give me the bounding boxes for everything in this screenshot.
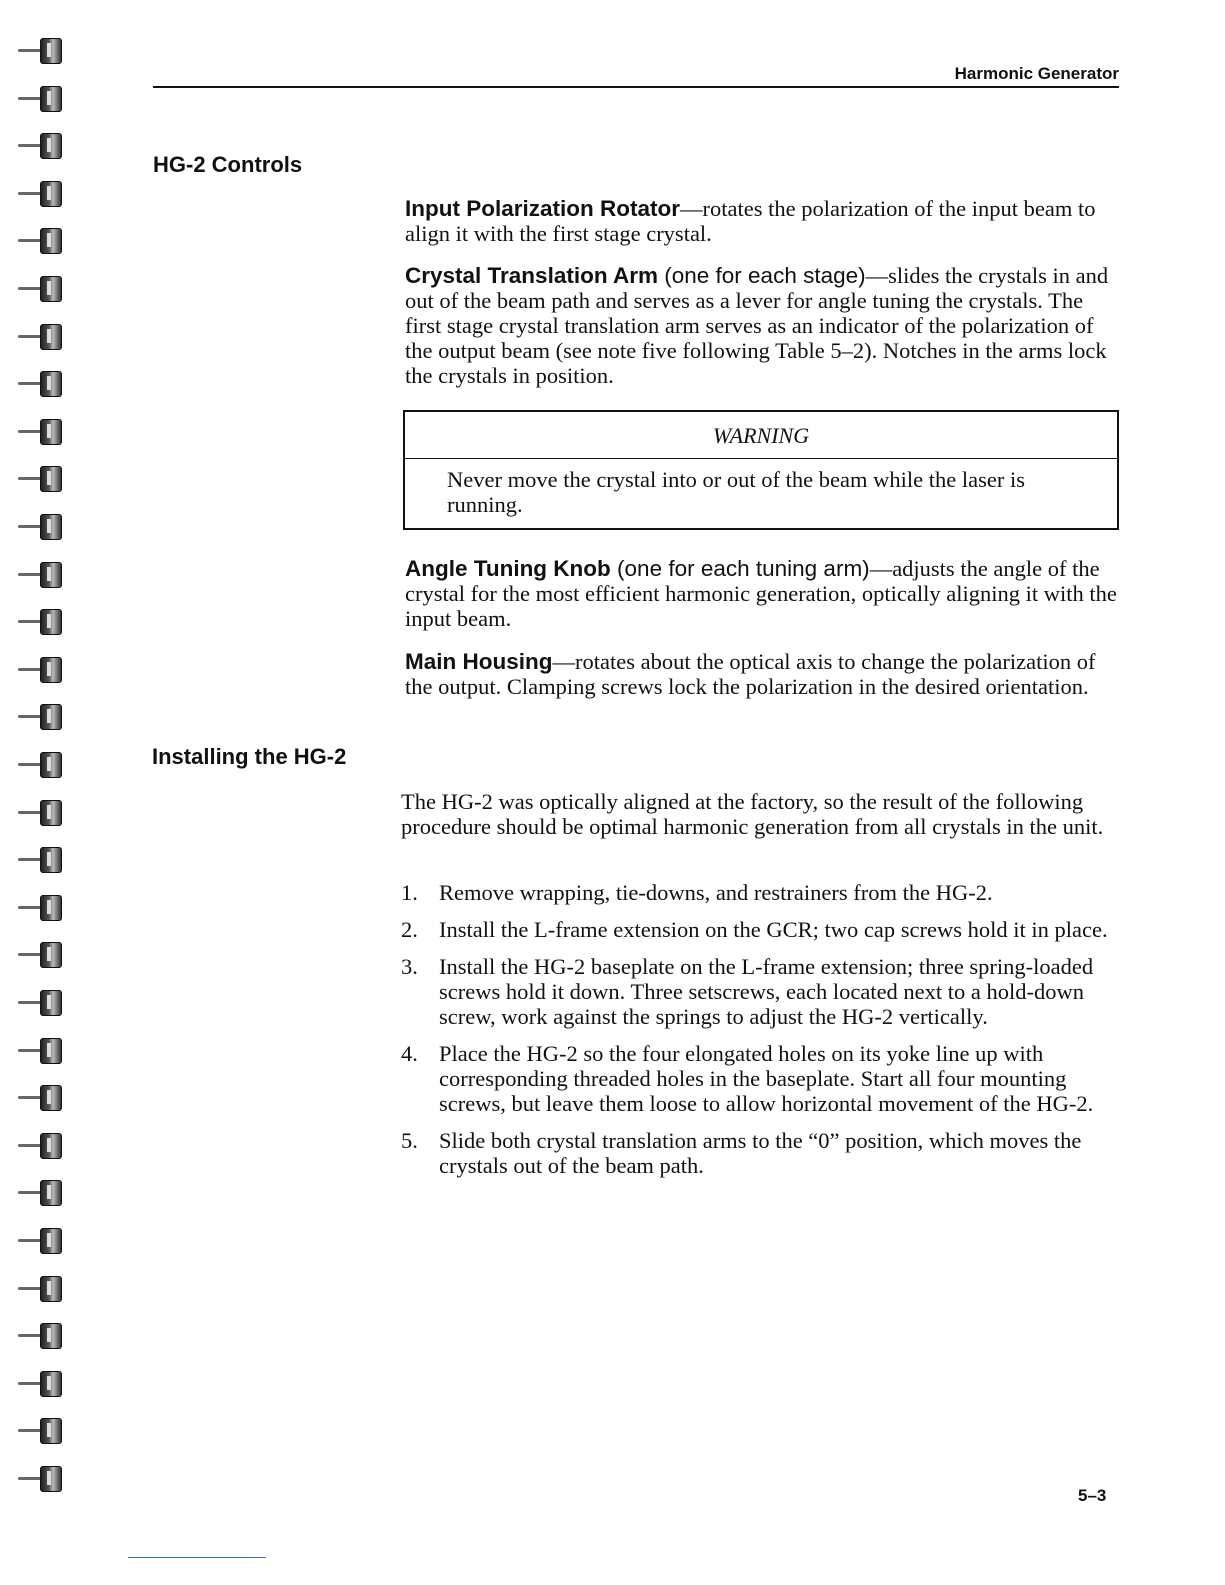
binding-ring	[18, 562, 62, 588]
binding-ring	[18, 1323, 62, 1349]
control-term: Main Housing	[405, 649, 553, 674]
installing-steps	[401, 880, 1121, 1178]
control-text: —slides the crystals in and out of the beam path and serves as a lever for angle tuning the crystals. The first stage crystal translation arm serves as an indicator of the polarization of the output beam (see note five following Table 5–2). Notches in the arms lock the crystals in position.	[405, 263, 1109, 388]
step-number: 3.	[401, 954, 418, 979]
intro-paragraph: The HG-2 was optically aligned at the factory, so the result of the following procedure should be optimal harmonic generation from all crystals in the unit.	[401, 789, 1104, 839]
step-text: Install the L-frame extension on the GCR; two cap screws hold it in place.	[439, 917, 1108, 942]
section-title-installing: Installing the HG-2	[152, 744, 347, 769]
ring-hole	[40, 419, 62, 445]
ring-hole	[40, 1276, 62, 1302]
ring-hole	[40, 942, 62, 968]
step-number: 1.	[401, 880, 418, 905]
ring-hole	[40, 133, 62, 159]
step-number: 4.	[401, 1041, 418, 1066]
binding-ring	[18, 86, 62, 112]
ring-hole	[40, 752, 62, 778]
ring-hole	[40, 609, 62, 635]
binding-ring	[18, 1228, 62, 1254]
ring-hole	[40, 324, 62, 350]
binding-ring	[18, 419, 62, 445]
binding-ring	[18, 752, 62, 778]
binding-ring	[18, 181, 62, 207]
ring-hole	[40, 800, 62, 826]
binding-ring	[18, 1466, 62, 1492]
ring-hole	[40, 1180, 62, 1206]
bottom-link-underline	[128, 1557, 266, 1558]
control-qualifier: (one for each tuning arm)	[610, 556, 870, 581]
step-item	[401, 917, 1121, 942]
control-qualifier: (one for each stage)	[658, 263, 866, 288]
ring-hole	[40, 86, 62, 112]
ring-hole	[40, 1133, 62, 1159]
binding-ring	[18, 990, 62, 1016]
binding-ring	[18, 1038, 62, 1064]
binding-ring	[18, 324, 62, 350]
control-text: —adjusts the angle of the crystal for the most efficient harmonic generation, optically aligning it with the input beam.	[405, 556, 1117, 631]
binding-ring	[18, 1180, 62, 1206]
control-text: —rotates the polarization of the input beam to align it with the first stage crystal.	[405, 196, 1096, 246]
ring-hole	[40, 371, 62, 397]
ring-hole	[40, 990, 62, 1016]
binding-ring	[18, 942, 62, 968]
ring-hole	[40, 704, 62, 730]
ring-hole	[40, 847, 62, 873]
step-number: 2.	[401, 917, 418, 942]
binding-ring	[18, 847, 62, 873]
ring-hole	[40, 1085, 62, 1111]
ring-hole	[40, 38, 62, 64]
running-head: Harmonic Generator	[954, 64, 1119, 83]
binding-ring	[18, 657, 62, 683]
ring-hole	[40, 1323, 62, 1349]
binding-ring	[18, 133, 62, 159]
ring-hole	[40, 1371, 62, 1397]
binding-ring	[18, 1276, 62, 1302]
control-item-main-housing	[405, 649, 1120, 699]
page-number: 5–3	[1078, 1486, 1107, 1505]
binding-ring	[18, 1085, 62, 1111]
binding-ring	[18, 1133, 62, 1159]
binding-ring	[18, 466, 62, 492]
binding-ring	[18, 276, 62, 302]
binding-ring	[18, 1418, 62, 1444]
step-text: Remove wrapping, tie-downs, and restrainers from the HG-2.	[439, 880, 993, 905]
warning-title: WARNING	[405, 412, 1117, 459]
control-term: Crystal Translation Arm	[405, 263, 658, 288]
header-rule	[153, 86, 1119, 88]
step-text: Slide both crystal translation arms to the “0” position, which moves the crystals out of the beam path.	[439, 1128, 1082, 1178]
ring-hole	[40, 1228, 62, 1254]
control-item-polarization-rotator	[405, 196, 1120, 246]
step-item	[401, 954, 1121, 1029]
ring-hole	[40, 466, 62, 492]
ring-hole	[40, 276, 62, 302]
binding-ring	[18, 371, 62, 397]
installing-intro	[401, 789, 1121, 839]
binding-ring	[18, 895, 62, 921]
ring-hole	[40, 657, 62, 683]
ring-hole	[40, 562, 62, 588]
binding-spine	[0, 0, 70, 1585]
step-item	[401, 880, 1121, 905]
step-item	[401, 1041, 1121, 1116]
step-number: 5.	[401, 1128, 418, 1153]
control-item-translation-arm	[405, 263, 1120, 388]
binding-ring	[18, 609, 62, 635]
ring-hole	[40, 181, 62, 207]
ring-hole	[40, 228, 62, 254]
binding-ring	[18, 800, 62, 826]
ring-hole	[40, 1418, 62, 1444]
control-term: Angle Tuning Knob	[405, 556, 611, 581]
binding-ring	[18, 514, 62, 540]
step-text: Place the HG-2 so the four elongated holes on its yoke line up with corresponding threaded holes in the baseplate. Start all four mounting screws, but leave them loose to allow horizontal movement of the HG-2.	[439, 1041, 1094, 1116]
control-text: —rotates about the optical axis to change the polarization of the output. Clamping screws lock the polarization in the desired orientation.	[405, 649, 1096, 699]
ring-hole	[40, 1466, 62, 1492]
binding-ring	[18, 228, 62, 254]
ring-hole	[40, 895, 62, 921]
ring-hole	[40, 514, 62, 540]
step-text: Install the HG-2 baseplate on the L-frame extension; three spring-loaded screws hold it down. Three setscrews, each located next to a hold-down screw, work against the springs to adjust the HG-2 vertically.	[439, 954, 1094, 1029]
control-item-angle-tuning-knob	[405, 556, 1120, 631]
section-title-controls: HG-2 Controls	[153, 152, 303, 177]
warning-text: Never move the crystal into or out of the beam while the laser is running.	[447, 467, 1025, 517]
control-term: Input Polarization Rotator	[405, 196, 680, 221]
binding-ring	[18, 38, 62, 64]
binding-ring	[18, 704, 62, 730]
steps-list	[401, 880, 1121, 1178]
ring-hole	[40, 1038, 62, 1064]
step-item	[401, 1128, 1121, 1178]
binding-ring	[18, 1371, 62, 1397]
warning-box	[403, 410, 1119, 530]
